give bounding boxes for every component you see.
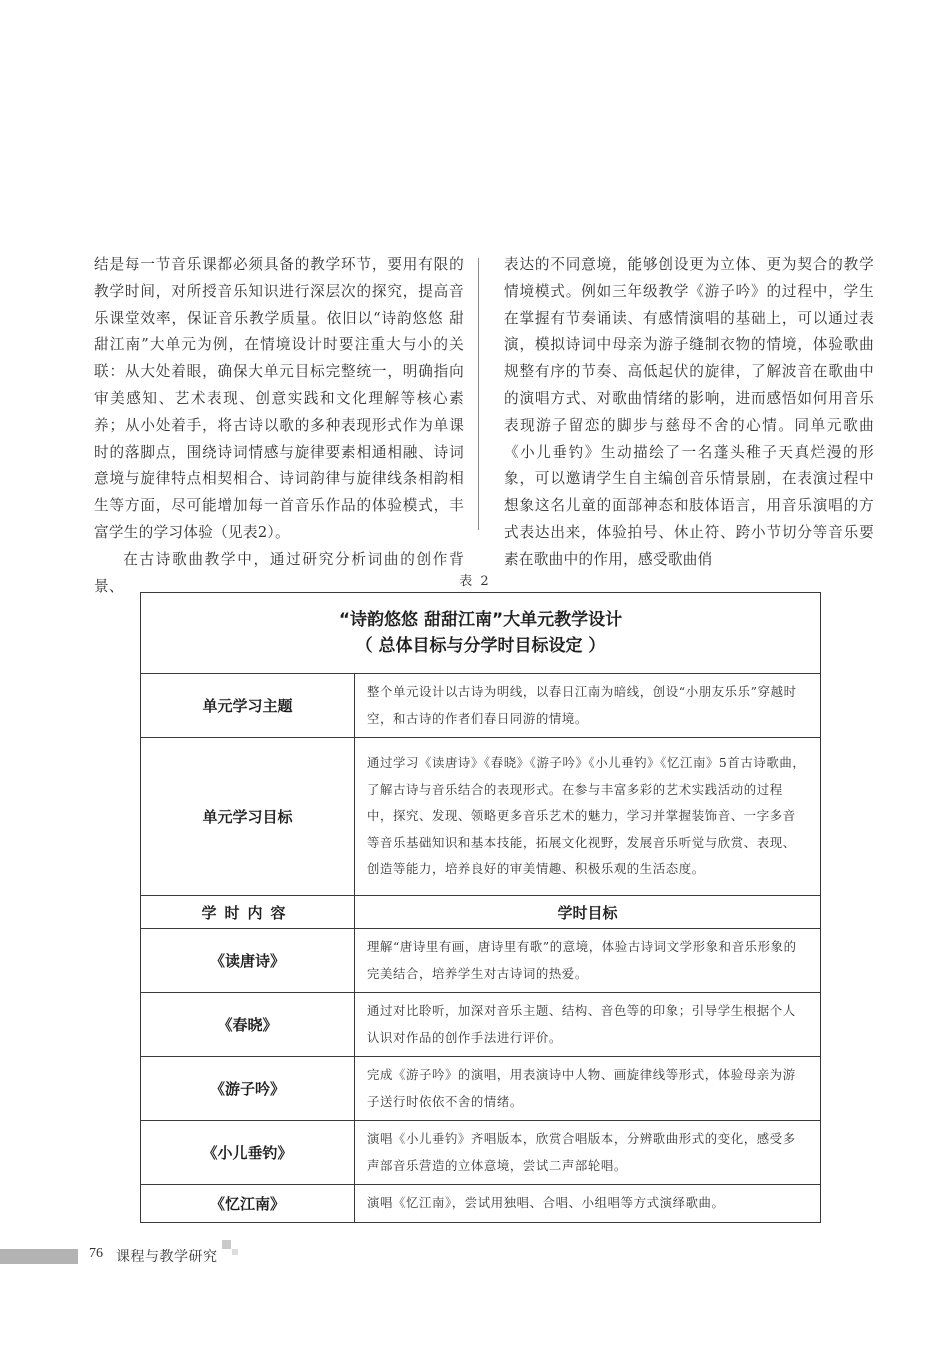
goal-text: 通过学习《读唐诗》《春晓》《游子吟》《小儿垂钓》《忆江南》5首古诗歌曲，了解古诗与音乐结合的表现形式。在参与丰富多彩的艺术实践活动的过程中，探究、发现、领略更多音乐艺术的魅力，学习并掌握装饰音、一字多音等音乐基础知识和基本技能，拓展文化视野，发展音乐听觉与欣赏、表现、创造等能力，培养良好的审美情趣、积极乐观的生活态度。 — [355, 738, 821, 896]
unit-design-table — [140, 592, 821, 1223]
lesson-name: 《忆江南》 — [141, 1185, 355, 1223]
column-divider — [478, 258, 479, 530]
lesson-goal: 理解“唐诗里有画，唐诗里有歌”的意境，体验古诗词文学形象和音乐形象的完美结合，培养学生对古诗词的热爱。 — [355, 929, 821, 993]
lesson-goal: 演唱《小儿垂钓》齐唱版本，欣赏合唱版本，分辨歌曲形式的变化，感受多声部音乐营造的立体意境，尝试二声部轮唱。 — [355, 1121, 821, 1185]
footer-decor-square — [232, 1249, 238, 1255]
lesson-goal: 完成《游子吟》的演唱，用表演诗中人物、画旋律线等形式，体验母亲为游子送行时依依不舍的情绪。 — [355, 1057, 821, 1121]
lesson-name: 《春晓》 — [141, 993, 355, 1057]
lesson-row — [141, 993, 821, 1057]
right-paragraph-1: 表达的不同意境，能够创设更为立体、更为契合的教学情境模式。例如三年级教学《游子吟》的过程中，学生在掌握有节奏诵读、有感情演唱的基础上，可以通过表演，模拟诗词中母亲为游子缝制衣物的情境，体验歌曲规整有序的节奏、高低起伏的旋律，了解波音在歌曲中的演唱方式、对歌曲情绪的影响，进而感悟如何用音乐表现游子留恋的脚步与慈母不舍的心情。同单元歌曲《小儿垂钓》生动描绘了一名蓬头稚子天真烂漫的形象，可以邀请学生自主编创音乐情景剧，在表演过程中想象这名儿童的面部神态和肢体语言，用音乐演唱的方式表达出来，体验拍号、休止符、跨小节切分等音乐要素在歌曲中的作用，感受歌曲俏 — [504, 256, 874, 568]
lesson-goal: 演唱《忆江南》，尝试用独唱、合唱、小组唱等方式演绎歌曲。 — [355, 1185, 821, 1223]
lesson-row — [141, 929, 821, 993]
table-title: “诗韵悠悠 甜甜江南”大单元教学设计 — [338, 610, 623, 630]
theme-label: 单元学习主题 — [141, 674, 355, 738]
left-text-column — [94, 252, 464, 600]
left-paragraph-2: 在古诗歌曲教学中，通过研究分析词曲的创作背景、 — [94, 550, 464, 595]
column-header-row — [141, 896, 821, 929]
journal-title: 课程与教学研究 — [116, 1249, 218, 1265]
lesson-goal-header: 学时目标 — [355, 896, 821, 929]
right-text-column — [504, 252, 874, 574]
page-number: 76 — [89, 1246, 103, 1261]
table-subtitle: （ 总体目标与分学时目标设定 ） — [355, 636, 606, 656]
lesson-name: 《读唐诗》 — [141, 929, 355, 993]
lesson-name: 《小儿垂钓》 — [141, 1121, 355, 1185]
footer-decor-square — [222, 1240, 231, 1249]
lesson-goal: 通过对比聆听，加深对音乐主题、结构、音色等的印象；引导学生根据个人认识对作品的创作手法进行评价。 — [355, 993, 821, 1057]
lesson-row — [141, 1185, 821, 1223]
table-title-row — [141, 593, 821, 674]
table-title-cell — [141, 593, 821, 674]
table-caption: 表 2 — [459, 574, 491, 589]
footer-bar — [0, 1249, 78, 1264]
lesson-row — [141, 1121, 821, 1185]
lesson-name: 《游子吟》 — [141, 1057, 355, 1121]
theme-text: 整个单元设计以古诗为明线，以春日江南为暗线，创设“小朋友乐乐”穿越时空，和古诗的作者们春日同游的情境。 — [355, 674, 821, 738]
goal-label: 单元学习目标 — [141, 738, 355, 896]
lesson-content-header: 学时内容 — [141, 896, 355, 929]
left-paragraph-1: 结是每一节音乐课都必须具备的教学环节，要用有限的教学时间，对所授音乐知识进行深层次的探究，提高音乐课堂效率，保证音乐教学质量。依旧以“诗韵悠悠 甜甜江南”大单元为例，在情境设计时要注重大与小的关联：从大处着眼，确保大单元目标完整统一，明确指向审美感知、艺术表现、创意实践和文化理解等核心素养；从小处着手，将古诗以歌的多种表现形式作为单课时的落脚点，围绕诗词情感与旋律要素相通相融、诗词意境与旋律特点相契相合、诗词韵律与旋律线条相韵相生等方面，尽可能增加每一首音乐作品的体验模式，丰富学生的学习体验（见表2）。 — [94, 256, 464, 541]
theme-row — [141, 674, 821, 738]
lesson-row — [141, 1057, 821, 1121]
goal-row — [141, 738, 821, 896]
